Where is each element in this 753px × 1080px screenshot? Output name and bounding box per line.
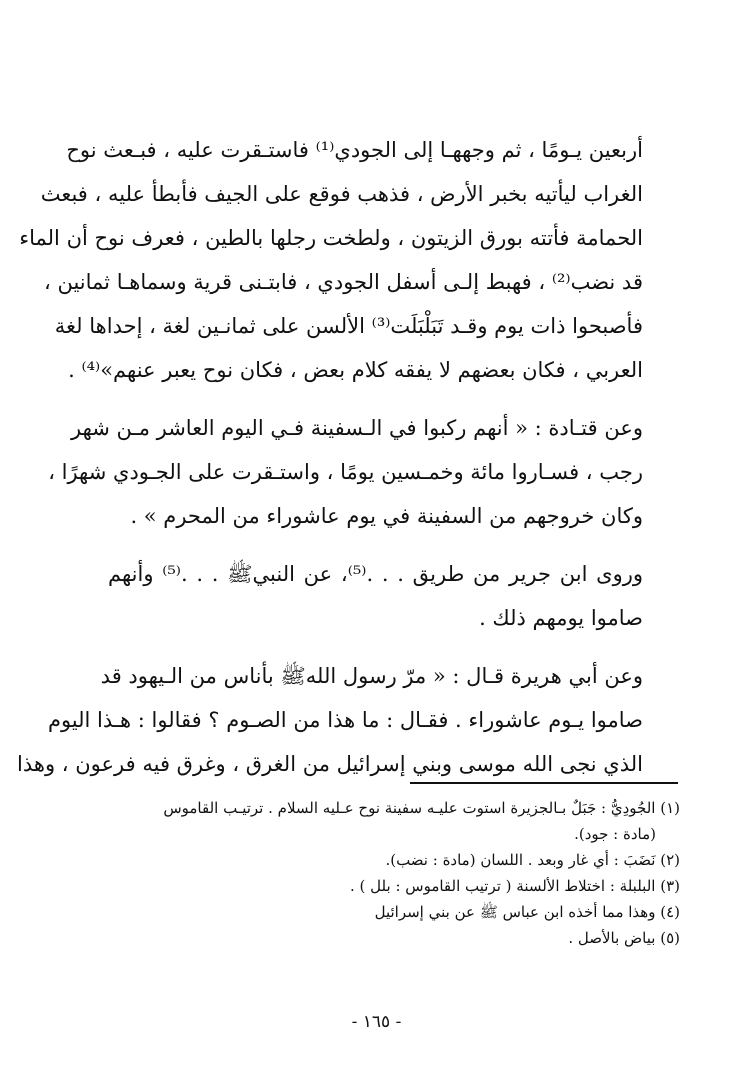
- text-line: أربعين يـومًا ، ثم وجههـا إلى الجودي⁽¹⁾ فاستـقرت عليه ، فبـعث نوح: [66, 138, 643, 162]
- paragraph-2: [48, 406, 643, 538]
- text-line: العربي ، فكان بعضهم لا يفقه كلام بعض ، فكان نوح يعبر عنهم»⁽⁴⁾ .: [68, 358, 643, 382]
- text-line: وعن قتـادة : « أنهم ركبوا في الـسفينة فـي اليوم العاشر مـن شهر: [71, 416, 643, 440]
- footnote-5: (٥) بياض بالأصل .: [568, 929, 680, 947]
- text-line: وروى ابن جرير من طريق . . .⁽⁵⁾، عن النبيﷺ . . .⁽⁵⁾ وأنهم: [108, 562, 643, 586]
- footnote-1: (١) الجُودِيُّ : جَبَلٌ بـالجزيرة استوت عليـه سفينة نوح عـليه السلام . ترتيـب القاموس: [163, 799, 680, 817]
- text-line: رجب ، فسـاروا مائة وخمـسين يومًا ، واستـقرت على الجـودي شهرًا ،: [48, 460, 643, 484]
- text-line: الذي نجى الله موسى وبني إسرائيل من الغرق ، وغرق فيه فرعون ، وهذا: [17, 752, 643, 776]
- paragraph-4: [17, 654, 643, 786]
- footnote-4: (٤) وهذا مما أخذه ابن عباس ﷺ عن بني إسرائيل: [374, 903, 680, 921]
- footnotes: [120, 795, 680, 951]
- footnote-divider: [410, 782, 678, 784]
- footnote-1-continuation: (مادة : جود).: [574, 825, 656, 843]
- paragraph-1: [19, 128, 643, 392]
- text-line: وكان خروجهم من السفينة في يوم عاشوراء من المحرم » .: [130, 504, 643, 528]
- main-text: [17, 128, 643, 786]
- text-line: الغراب ليأتيه بخبر الأرض ، فذهب فوقع على الجيف فأبطأ عليه ، فبعث: [40, 182, 643, 206]
- text-line: وعن أبي هريرة قـال : « مرّ رسول اللهﷺ بأناس من الـيهود قد: [100, 664, 643, 688]
- text-line: الحمامة فأتته بورق الزيتون ، ولطخت رجلها بالطين ، فعرف نوح أن الماء: [19, 226, 643, 250]
- page-number: - ١٦٥ -: [351, 1012, 402, 1032]
- text-line: صاموا يومهم ذلك .: [479, 606, 643, 630]
- text-line: فأصبحوا ذات يوم وقـد تَبَلْبَلَت⁽³⁾ الألسن على ثمانـين لغة ، إحداها لغة: [54, 314, 643, 338]
- text-line: قد نضب⁽²⁾ ، فهبط إلـى أسفل الجودي ، فابتـنى قرية وسماهـا ثمانين ،: [44, 270, 643, 294]
- text-line: صاموا يـوم عاشوراء . فقـال : ما هذا من الصـوم ؟ فقالوا : هـذا اليوم: [47, 708, 643, 732]
- footnote-3: (٣) البلبلة : اختلاط الألسنة ( ترتيب القاموس : بلل ) .: [350, 877, 680, 895]
- paragraph-3: [108, 552, 643, 640]
- footnote-2: (٢) نَضَبَ : أي غار وبعد . اللسان (مادة : نضب).: [385, 851, 680, 869]
